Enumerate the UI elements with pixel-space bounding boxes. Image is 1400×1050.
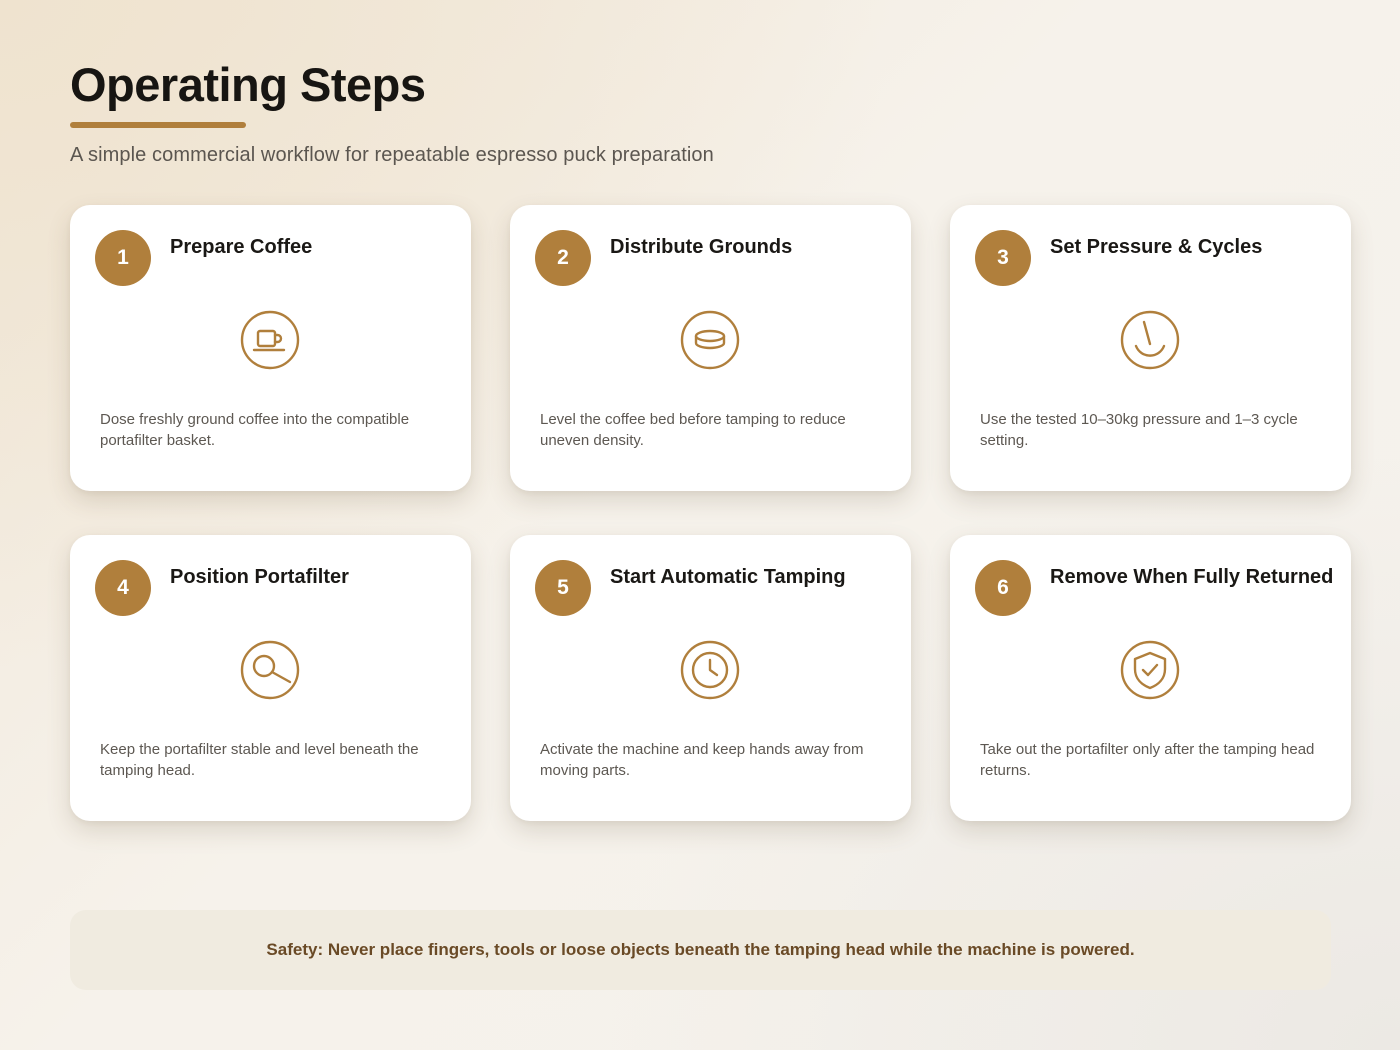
step-description: Dose freshly ground coffee into the compatible portafilter basket. (100, 411, 410, 449)
step-title: Start Automatic Tamping (610, 566, 846, 588)
step-title: Position Portafilter (170, 566, 349, 588)
step-title: Prepare Coffee (170, 236, 313, 258)
safety-text: Safety: Never place fingers, tools or loose objects beneath the tamping head while the machine is powered. (266, 940, 1135, 959)
steps-grid (70, 205, 1351, 821)
step-description: Level the coffee bed before tamping to reduce uneven density. (540, 411, 846, 449)
step-number-badge: 3 (975, 230, 1031, 286)
page-subtitle: A simple commercial workflow for repeatable espresso puck preparation (70, 144, 714, 166)
step-card-5 (510, 535, 911, 821)
step-card-4 (70, 535, 471, 821)
coffee-puck-icon (680, 310, 740, 370)
step-title: Remove When Fully Returned (1050, 566, 1334, 588)
step-card-2 (510, 205, 911, 491)
safety-notice (70, 910, 1331, 990)
title-underline (70, 122, 246, 128)
shield-check-icon (1120, 640, 1180, 700)
step-description: Use the tested 10–30kg pressure and 1–3 cycle setting. (980, 411, 1298, 449)
step-card-3 (950, 205, 1351, 491)
step-card-6 (950, 535, 1351, 821)
step-number-badge: 4 (95, 560, 151, 616)
coffee-cup-icon (240, 310, 300, 370)
step-number-badge: 5 (535, 560, 591, 616)
step-title: Distribute Grounds (610, 236, 793, 258)
step-number-badge: 6 (975, 560, 1031, 616)
step-description: Keep the portafilter stable and level beneath the tamping head. (100, 741, 419, 779)
step-title: Set Pressure & Cycles (1050, 236, 1263, 258)
gauge-icon (1120, 310, 1180, 370)
page-title: Operating Steps (70, 58, 426, 111)
step-number-badge: 2 (535, 230, 591, 286)
portafilter-icon (240, 640, 300, 700)
step-card-1 (70, 205, 471, 491)
step-description: Activate the machine and keep hands away from moving parts. (540, 741, 864, 779)
step-number-badge: 1 (95, 230, 151, 286)
page-header (70, 56, 714, 167)
step-description: Take out the portafilter only after the tamping head returns. (980, 741, 1315, 779)
clock-icon (680, 640, 740, 700)
